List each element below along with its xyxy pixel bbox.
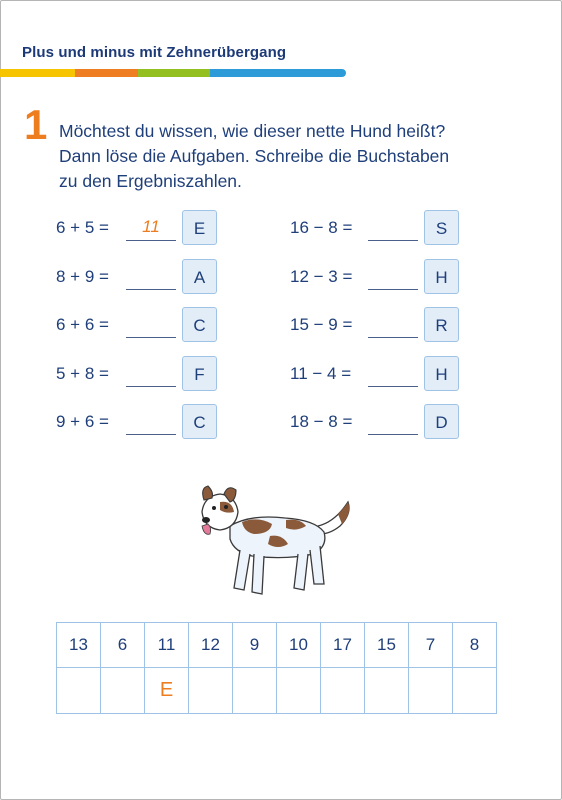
- solution-table: [56, 622, 497, 714]
- color-stripe-blue: [210, 69, 346, 77]
- letter-box: C: [182, 307, 217, 342]
- instruction-line: zu den Ergebniszahlen.: [59, 171, 242, 191]
- page-title: Plus und minus mit Zehnerübergang: [22, 44, 287, 61]
- number-cell: 10: [277, 623, 321, 668]
- letter-cell[interactable]: [101, 668, 145, 714]
- equation: 16 − 8 =: [290, 218, 353, 237]
- equation: 9 + 6 =: [56, 412, 109, 431]
- answer-blank[interactable]: [126, 410, 176, 435]
- letter-box: R: [424, 307, 459, 342]
- letter-box: H: [424, 259, 459, 294]
- answer-blank[interactable]: [368, 362, 418, 387]
- answer-blank[interactable]: [126, 313, 176, 338]
- answer-blank[interactable]: [368, 265, 418, 290]
- problem-row: [290, 404, 470, 440]
- problem-row: [56, 259, 226, 295]
- problem-row: [290, 259, 470, 295]
- number-cell: 6: [101, 623, 145, 668]
- color-stripe-yellow: [0, 69, 75, 77]
- problem-row: [56, 307, 226, 343]
- answer-blank[interactable]: [126, 362, 176, 387]
- number-cell: 12: [189, 623, 233, 668]
- equation: 12 − 3 =: [290, 267, 353, 286]
- number-cell: 7: [409, 623, 453, 668]
- number-cell: 17: [321, 623, 365, 668]
- answer-blank[interactable]: 11: [126, 216, 176, 241]
- letter-cell[interactable]: [453, 668, 497, 714]
- letter-cell[interactable]: [57, 668, 101, 714]
- letter-cell[interactable]: E: [145, 668, 189, 714]
- letter-cell[interactable]: [277, 668, 321, 714]
- letter-box: S: [424, 210, 459, 245]
- problem-row: [56, 210, 226, 246]
- letter-cell[interactable]: [409, 668, 453, 714]
- letters-row: [57, 668, 497, 714]
- equation: 5 + 8 =: [56, 364, 109, 383]
- task-number: 1: [24, 101, 48, 148]
- letter-box: D: [424, 404, 459, 439]
- letter-box: A: [182, 259, 217, 294]
- equation: 18 − 8 =: [290, 412, 353, 431]
- instruction-line: Dann löse die Aufgaben. Schreibe die Buchstaben: [59, 146, 450, 166]
- answer-blank[interactable]: [368, 313, 418, 338]
- task-instructions: [59, 119, 529, 194]
- equation: 15 − 9 =: [290, 315, 353, 334]
- answer-blank[interactable]: [368, 410, 418, 435]
- number-cell: 13: [57, 623, 101, 668]
- letter-box: E: [182, 210, 217, 245]
- color-stripe-orange: [75, 69, 138, 77]
- letter-box: F: [182, 356, 217, 391]
- letter-cell[interactable]: [189, 668, 233, 714]
- number-cell: 15: [365, 623, 409, 668]
- equation: 11 − 4 =: [290, 364, 352, 383]
- number-cell: 11: [145, 623, 189, 668]
- answer-blank[interactable]: [368, 216, 418, 241]
- letter-cell[interactable]: [321, 668, 365, 714]
- problem-row: [290, 356, 470, 392]
- answer-blank[interactable]: [126, 265, 176, 290]
- problem-row: [56, 404, 226, 440]
- equation: 6 + 6 =: [56, 315, 109, 334]
- problem-row: [56, 356, 226, 392]
- problem-row: [290, 210, 470, 246]
- problem-row: [290, 307, 470, 343]
- letter-cell[interactable]: [233, 668, 277, 714]
- color-stripe-green: [138, 69, 210, 77]
- dog-icon: [190, 484, 355, 599]
- letter-box: C: [182, 404, 217, 439]
- letter-cell[interactable]: [365, 668, 409, 714]
- letter-box: H: [424, 356, 459, 391]
- equation: 8 + 9 =: [56, 267, 109, 286]
- number-cell: 8: [453, 623, 497, 668]
- instruction-line: Möchtest du wissen, wie dieser nette Hund heißt?: [59, 121, 446, 141]
- numbers-row: [57, 623, 497, 668]
- number-cell: 9: [233, 623, 277, 668]
- equation: 6 + 5 =: [56, 218, 109, 237]
